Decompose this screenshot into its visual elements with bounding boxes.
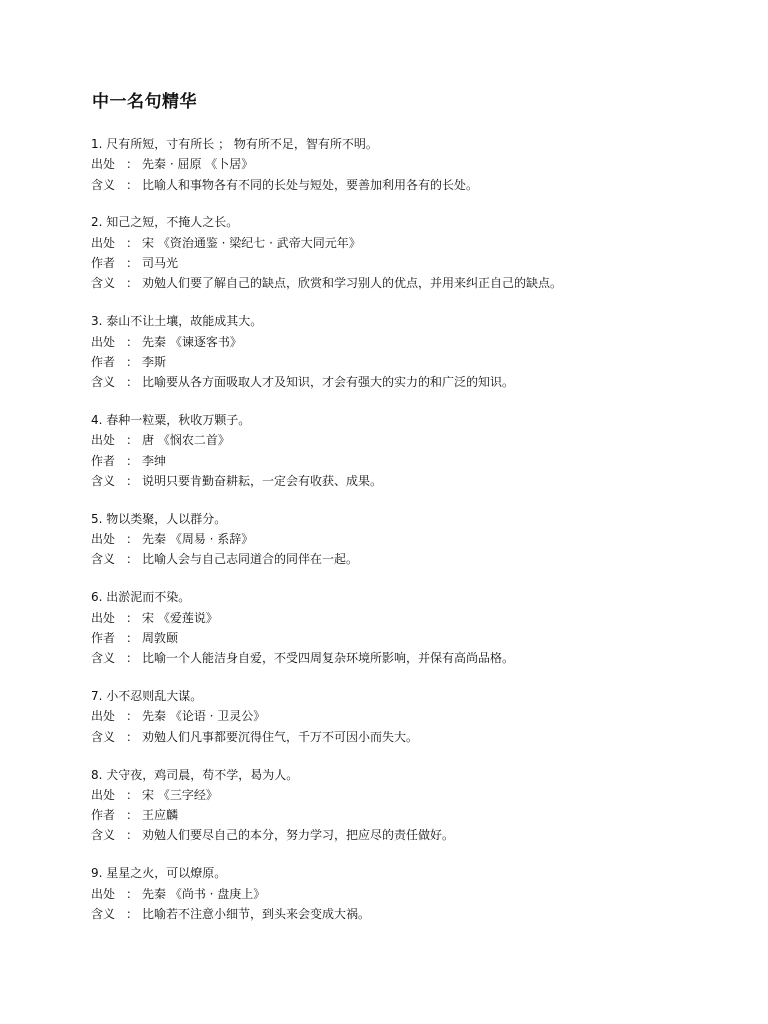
quote-text: 2. 知己之短，不掩人之长。 xyxy=(91,215,239,230)
colon-separator: ： xyxy=(125,473,138,488)
source-value: 先秦 《周易 · 系辞》 xyxy=(142,532,254,547)
colon-separator: ： xyxy=(125,177,138,192)
source-label: 出处 xyxy=(91,610,116,625)
source-value: 宋 《资治通鉴 · 梁纪七 · 武帝大同元年》 xyxy=(142,235,361,250)
colon-separator: ： xyxy=(125,453,138,468)
author-label: 作者 xyxy=(91,630,116,645)
quote-entry xyxy=(91,509,731,570)
colon-separator: ： xyxy=(125,354,138,369)
source-label: 出处 xyxy=(91,157,116,172)
source-label: 出处 xyxy=(91,532,116,547)
source-label: 出处 xyxy=(91,886,116,901)
quote-entry xyxy=(91,863,731,924)
quote-list xyxy=(91,134,731,942)
colon-separator: ： xyxy=(125,709,138,724)
quote-text: 7. 小不忍则乱大谋。 xyxy=(91,689,203,704)
meaning-value: 劝勉人们凡事都要沉得住气，千万不可因小而失大。 xyxy=(142,729,419,744)
quote-text: 9. 星星之火，可以燎原。 xyxy=(91,866,227,881)
colon-separator: ： xyxy=(125,276,138,291)
meaning-value: 比喻人会与自己志同道合的同伴在一起。 xyxy=(142,552,359,567)
author-line xyxy=(91,352,731,372)
meaning-label: 含义 xyxy=(91,729,116,744)
meaning-label: 含义 xyxy=(91,276,116,291)
meaning-line xyxy=(91,372,731,392)
author-value: 司马光 xyxy=(142,256,179,271)
source-line xyxy=(91,785,731,805)
source-line xyxy=(91,154,731,174)
meaning-label: 含义 xyxy=(91,906,116,921)
source-value: 先秦 · 屈原 《卜居》 xyxy=(142,157,254,172)
author-line xyxy=(91,805,731,825)
author-value: 周敦颐 xyxy=(142,630,179,645)
meaning-line xyxy=(91,727,731,747)
colon-separator: ： xyxy=(125,729,138,744)
quote-text: 1. 尺有所短，寸有所长 ； 物有所不足，智有所不明。 xyxy=(91,137,378,151)
author-label: 作者 xyxy=(91,453,116,468)
author-value: 李绅 xyxy=(142,453,167,468)
meaning-label: 含义 xyxy=(91,828,116,843)
author-label: 作者 xyxy=(91,808,116,823)
source-line xyxy=(91,529,731,549)
source-line xyxy=(91,233,731,253)
colon-separator: ： xyxy=(125,787,138,802)
meaning-line xyxy=(91,648,731,668)
meaning-value: 劝勉人们要了解自己的缺点，欣赏和学习别人的优点，并用来纠正自己的缺点。 xyxy=(142,276,563,291)
meaning-value: 比喻若不注意小细节，到头来会变成大祸。 xyxy=(142,906,371,921)
page-title: 中一名句精华 xyxy=(92,92,197,112)
meaning-line xyxy=(91,175,731,195)
colon-separator: ： xyxy=(125,256,138,271)
colon-separator: ： xyxy=(125,552,138,567)
meaning-line xyxy=(91,904,731,924)
source-label: 出处 xyxy=(91,787,116,802)
author-label: 作者 xyxy=(91,354,116,369)
quote-entry xyxy=(91,765,731,846)
author-line xyxy=(91,451,731,471)
quote-text: 5. 物以类聚，人以群分。 xyxy=(91,511,227,526)
source-value: 先秦 《谏逐客书》 xyxy=(142,334,242,349)
author-value: 李斯 xyxy=(142,354,167,369)
meaning-line xyxy=(91,549,731,569)
source-value: 唐 《悯农二首》 xyxy=(142,433,230,448)
quote-entry xyxy=(91,410,731,491)
meaning-label: 含义 xyxy=(91,552,116,567)
meaning-value: 比喻要从各方面吸取人才及知识，才会有强大的实力的和广泛的知识。 xyxy=(142,375,515,390)
colon-separator: ： xyxy=(125,906,138,921)
meaning-line xyxy=(91,273,731,293)
colon-separator: ： xyxy=(125,433,138,448)
colon-separator: ： xyxy=(125,828,138,843)
quote-text: 4. 春种一粒粟，秋收万颗子。 xyxy=(91,413,251,428)
source-line xyxy=(91,706,731,726)
source-value: 先秦 《论语 · 卫灵公》 xyxy=(142,709,266,724)
meaning-label: 含义 xyxy=(91,651,116,666)
meaning-label: 含义 xyxy=(91,375,116,390)
colon-separator: ： xyxy=(125,375,138,390)
quote-text: 3. 泰山不让土壤，故能成其大。 xyxy=(91,314,263,329)
meaning-value: 说明只要肯勤奋耕耘，一定会有收获、成果。 xyxy=(142,473,383,488)
source-label: 出处 xyxy=(91,433,116,448)
colon-separator: ： xyxy=(125,334,138,349)
meaning-label: 含义 xyxy=(91,177,116,192)
meaning-value: 比喻人和事物各有不同的长处与短处，要善加利用各有的长处。 xyxy=(142,177,479,192)
meaning-line xyxy=(91,825,731,845)
source-label: 出处 xyxy=(91,709,116,724)
colon-separator: ： xyxy=(125,532,138,547)
source-label: 出处 xyxy=(91,334,116,349)
source-line xyxy=(91,884,731,904)
quote-text: 8. 犬守夜，鸡司晨，苟不学，曷为人。 xyxy=(91,767,299,782)
source-value: 宋 《三字经》 xyxy=(142,787,218,802)
author-line xyxy=(91,253,731,273)
quote-entry xyxy=(91,587,731,668)
meaning-line xyxy=(91,471,731,491)
source-line xyxy=(91,332,731,352)
source-value: 宋 《爱莲说》 xyxy=(142,610,218,625)
meaning-value: 比喻一个人能洁身自爱，不受四周复杂环境所影响，并保有高尚品格。 xyxy=(142,651,515,666)
colon-separator: ： xyxy=(125,886,138,901)
colon-separator: ： xyxy=(125,651,138,666)
source-label: 出处 xyxy=(91,235,116,250)
quote-entry xyxy=(91,686,731,747)
colon-separator: ： xyxy=(125,235,138,250)
author-label: 作者 xyxy=(91,256,116,271)
source-line xyxy=(91,430,731,450)
author-value: 王应麟 xyxy=(142,808,179,823)
source-line xyxy=(91,608,731,628)
source-value: 先秦 《尚书 · 盘庚上》 xyxy=(142,886,266,901)
colon-separator: ： xyxy=(125,157,138,172)
author-line xyxy=(91,628,731,648)
colon-separator: ： xyxy=(125,808,138,823)
quote-entry xyxy=(91,212,731,293)
colon-separator: ： xyxy=(125,610,138,625)
quote-entry xyxy=(91,134,731,195)
meaning-label: 含义 xyxy=(91,473,116,488)
quote-entry xyxy=(91,311,731,392)
meaning-value: 劝勉人们要尽自己的本分，努力学习，把应尽的责任做好。 xyxy=(142,828,455,843)
colon-separator: ： xyxy=(125,630,138,645)
quote-text: 6. 出淤泥而不染。 xyxy=(91,590,191,605)
